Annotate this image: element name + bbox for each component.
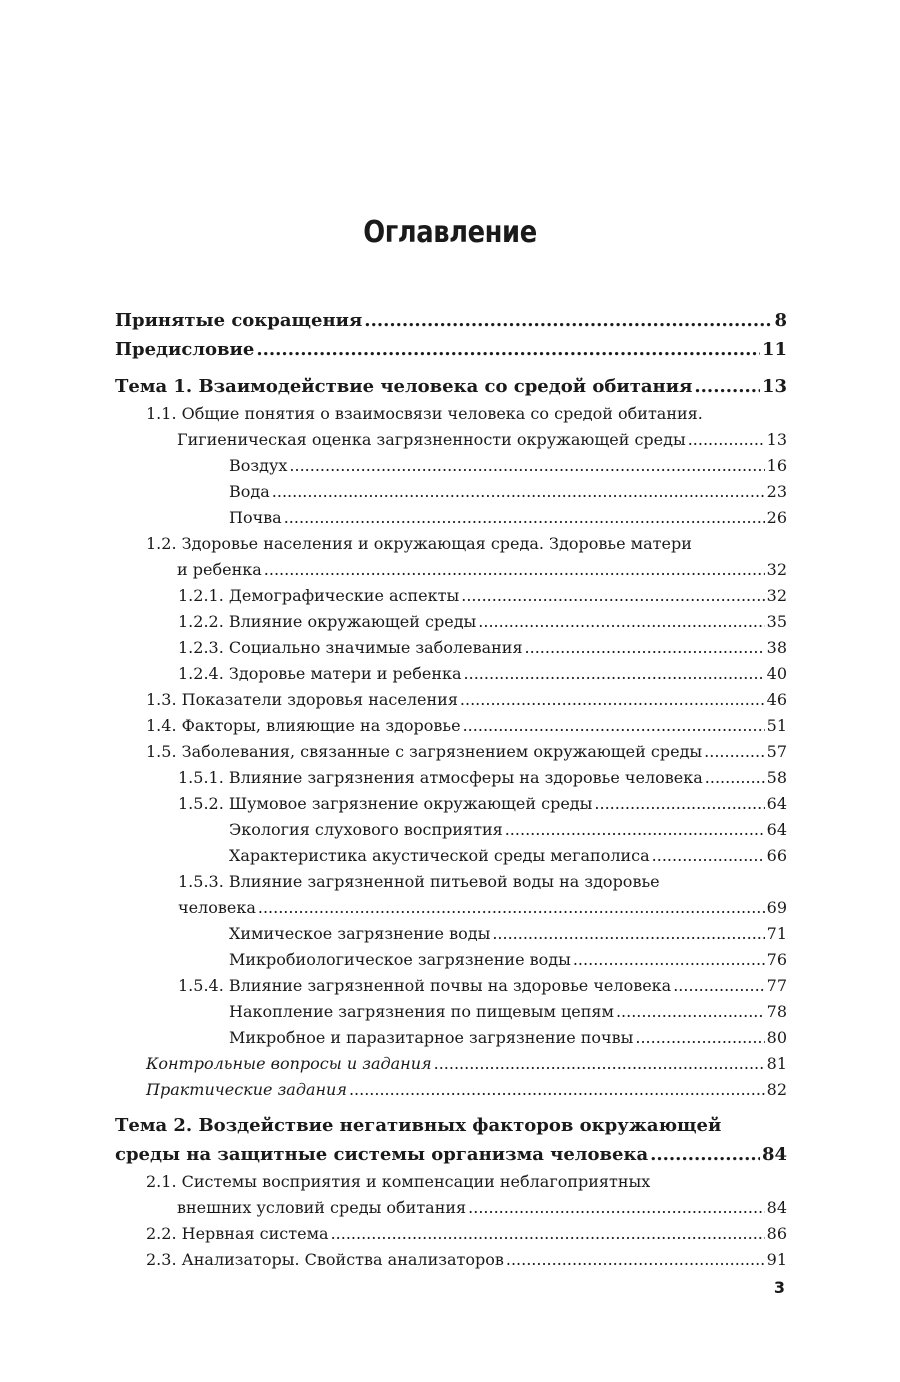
toc-entry-page: 77 — [766, 976, 787, 995]
toc-entry-title: 1.5. Заболевания, связанные с загрязнением окружающей среды — [146, 739, 704, 765]
toc-entry[interactable] — [115, 1169, 787, 1221]
leader-dots — [573, 947, 765, 973]
toc-entry-title: Микробиологическое загрязнение воды — [229, 947, 573, 973]
toc-entry-title: Почва — [229, 505, 284, 531]
toc-entry-page: 84 — [761, 1144, 787, 1165]
toc-entry-title: Накопление загрязнения по пищевым цепям — [229, 999, 616, 1025]
table-of-contents — [115, 306, 787, 1273]
toc-entry[interactable] — [115, 921, 787, 947]
toc-entry-title: 1.5.2. Шумовое загрязнение окружающей среды — [178, 791, 594, 817]
toc-entry[interactable] — [115, 1111, 787, 1169]
leader-dots — [705, 765, 765, 791]
toc-entry[interactable] — [115, 635, 787, 661]
leader-dots — [478, 609, 764, 635]
toc-entry[interactable] — [115, 1025, 787, 1051]
leader-dots — [264, 557, 765, 583]
leader-dots — [468, 1195, 765, 1221]
toc-entry[interactable] — [115, 817, 787, 843]
toc-entry[interactable] — [115, 531, 787, 583]
leader-dots — [364, 306, 772, 335]
toc-entry-title: Предисловие — [115, 335, 256, 364]
toc-entry-page: 84 — [766, 1198, 787, 1217]
toc-entry-title: внешних условий среды обитания — [177, 1195, 468, 1221]
toc-entry[interactable] — [115, 947, 787, 973]
toc-entry-page: 13 — [761, 376, 787, 397]
toc-entry-page: 80 — [766, 1028, 787, 1047]
toc-entry[interactable] — [115, 1051, 787, 1077]
toc-entry[interactable] — [115, 583, 787, 609]
toc-entry-title-line1: 2.1. Системы восприятия и компенсации неблагоприятных — [146, 1172, 651, 1191]
leader-dots — [652, 843, 765, 869]
toc-entry-page: 91 — [766, 1250, 787, 1269]
leader-dots — [284, 505, 765, 531]
toc-entry[interactable] — [115, 1077, 787, 1103]
toc-entry-page: 57 — [766, 742, 787, 761]
toc-entry-title: Практические задания — [146, 1077, 349, 1103]
toc-entry-title: 2.2. Нервная система — [146, 1221, 331, 1247]
toc-entry-title: 1.2.2. Влияние окружающей среды — [178, 609, 478, 635]
toc-entry[interactable] — [115, 306, 787, 335]
toc-entry-title: человека — [178, 895, 258, 921]
toc-entry[interactable] — [115, 973, 787, 999]
toc-entry-title-line1: 1.5.3. Влияние загрязненной питьевой воды на здоровье — [178, 872, 660, 891]
leader-dots — [461, 583, 764, 609]
toc-entry[interactable] — [115, 372, 787, 401]
toc-entry-title: 1.2.3. Социально значимые заболевания — [178, 635, 525, 661]
leader-dots — [688, 427, 765, 453]
leader-dots — [331, 1221, 765, 1247]
leader-dots — [616, 999, 765, 1025]
toc-entry[interactable] — [115, 1221, 787, 1247]
toc-entry[interactable] — [115, 479, 787, 505]
leader-dots — [673, 973, 764, 999]
toc-entry[interactable] — [115, 505, 787, 531]
toc-entry-page: 81 — [766, 1054, 787, 1073]
toc-entry-page: 86 — [766, 1224, 787, 1243]
toc-entry-title: среды на защитные системы организма человека — [115, 1140, 650, 1169]
toc-entry[interactable] — [115, 869, 787, 921]
page-title: Оглавление — [363, 215, 537, 250]
toc-entry[interactable] — [115, 1247, 787, 1273]
toc-entry-page: 64 — [766, 794, 787, 813]
toc-entry[interactable] — [115, 713, 787, 739]
leader-dots — [289, 453, 764, 479]
toc-entry-title: Химическое загрязнение воды — [229, 921, 492, 947]
leader-dots — [434, 1051, 765, 1077]
toc-entry-title-line1: 1.1. Общие понятия о взаимосвязи человека со средой обитания. — [146, 404, 703, 423]
leader-dots — [704, 739, 764, 765]
toc-entry-page: 40 — [766, 664, 787, 683]
toc-entry-title-line1: Тема 2. Воздействие негативных факторов окружающей — [115, 1115, 722, 1136]
toc-entry[interactable] — [115, 453, 787, 479]
toc-entry-page: 35 — [766, 612, 787, 631]
toc-entry-page: 78 — [766, 1002, 787, 1021]
toc-entry[interactable] — [115, 609, 787, 635]
toc-entry-page: 51 — [766, 716, 787, 735]
toc-entry[interactable] — [115, 661, 787, 687]
toc-entry[interactable] — [115, 335, 787, 364]
leader-dots — [460, 687, 765, 713]
leader-dots — [258, 895, 765, 921]
toc-entry-page: 8 — [774, 310, 787, 331]
leader-dots — [525, 635, 765, 661]
toc-entry-title: Вода — [229, 479, 272, 505]
toc-entry-title: Тема 1. Взаимодействие человека со средой обитания — [115, 372, 694, 401]
leader-dots — [272, 479, 765, 505]
toc-entry[interactable] — [115, 739, 787, 765]
leader-dots — [492, 921, 764, 947]
toc-entry-title: Воздух — [229, 453, 289, 479]
toc-entry[interactable] — [115, 999, 787, 1025]
toc-entry-page: 32 — [766, 586, 787, 605]
toc-entry-page: 64 — [766, 820, 787, 839]
toc-entry-page: 82 — [766, 1080, 787, 1099]
toc-entry[interactable] — [115, 765, 787, 791]
toc-entry-page: 69 — [766, 898, 787, 917]
toc-entry-page: 13 — [766, 430, 787, 449]
toc-entry-page: 71 — [766, 924, 787, 943]
toc-entry-page: 46 — [766, 690, 787, 709]
toc-entry-page: 32 — [766, 560, 787, 579]
toc-entry-page: 11 — [761, 339, 787, 360]
toc-entry-page: 16 — [766, 456, 787, 475]
leader-dots — [256, 335, 760, 364]
toc-entry-title: Гигиеническая оценка загрязненности окружающей среды — [177, 427, 688, 453]
leader-dots — [650, 1140, 760, 1169]
toc-entry[interactable] — [115, 843, 787, 869]
toc-entry[interactable] — [115, 791, 787, 817]
leader-dots — [594, 791, 764, 817]
toc-entry-title: 1.5.4. Влияние загрязненной почвы на здоровье человека — [178, 973, 673, 999]
toc-entry-page: 76 — [766, 950, 787, 969]
toc-entry-page: 23 — [766, 482, 787, 501]
toc-entry-title: 1.2.1. Демографические аспекты — [178, 583, 461, 609]
toc-entry-title: 1.4. Факторы, влияющие на здоровье — [146, 713, 463, 739]
toc-entry-page: 66 — [766, 846, 787, 865]
leader-dots — [505, 817, 765, 843]
toc-entry-title: и ребенка — [177, 557, 264, 583]
toc-entry-title: 2.3. Анализаторы. Свойства анализаторов — [146, 1247, 506, 1273]
toc-entry-title-line1: 1.2. Здоровье населения и окружающая среда. Здоровье матери — [146, 534, 692, 553]
leader-dots — [506, 1247, 765, 1273]
toc-entry-page: 38 — [766, 638, 787, 657]
toc-entry-title: Микробное и паразитарное загрязнение почвы — [229, 1025, 635, 1051]
toc-entry-title: Экология слухового восприятия — [229, 817, 505, 843]
toc-entry[interactable] — [115, 687, 787, 713]
leader-dots — [694, 372, 760, 401]
toc-entry-title: 1.5.1. Влияние загрязнения атмосферы на здоровье человека — [178, 765, 705, 791]
toc-entry[interactable] — [115, 401, 787, 453]
leader-dots — [349, 1077, 765, 1103]
leader-dots — [463, 713, 765, 739]
leader-dots — [464, 661, 765, 687]
toc-entry-title: Контрольные вопросы и задания — [146, 1051, 434, 1077]
toc-entry-title: 1.3. Показатели здоровья населения — [146, 687, 460, 713]
page-number: 3 — [773, 1278, 785, 1297]
toc-entry-title: Характеристика акустической среды мегаполиса — [229, 843, 652, 869]
toc-entry-page: 26 — [766, 508, 787, 527]
toc-entry-title: 1.2.4. Здоровье матери и ребенка — [178, 661, 464, 687]
toc-entry-title: Принятые сокращения — [115, 306, 364, 335]
leader-dots — [635, 1025, 764, 1051]
toc-entry-page: 58 — [766, 768, 787, 787]
